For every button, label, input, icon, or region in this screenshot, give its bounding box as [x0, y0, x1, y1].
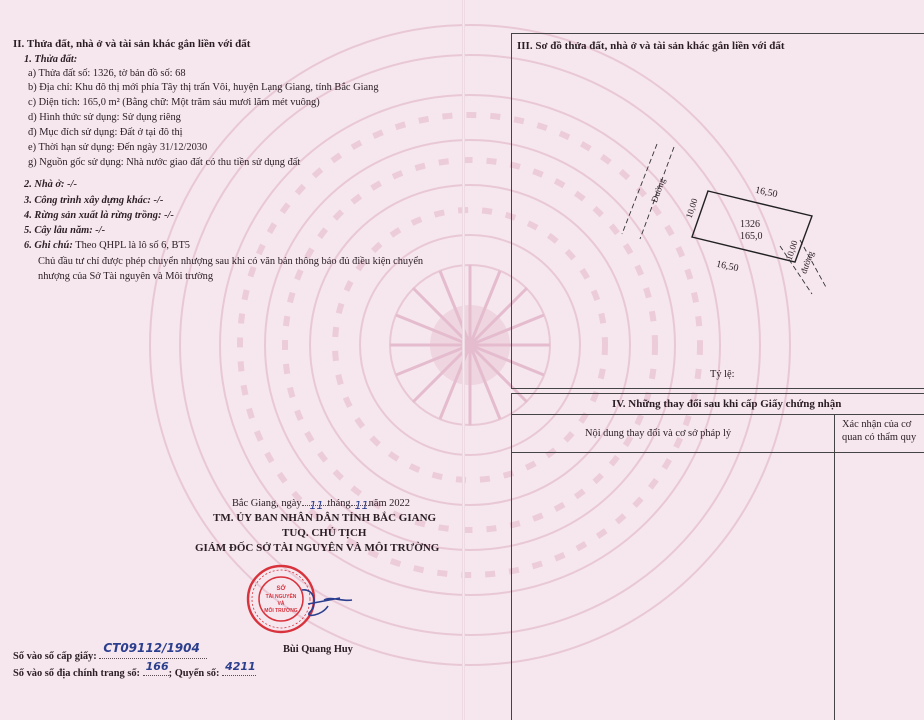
date-month: 11 [354, 499, 369, 512]
ledger-label: Số vào sổ địa chính trang số: [13, 668, 141, 679]
svg-text:VÀ: VÀ [277, 601, 285, 607]
cert-number-value: CT09112/1904 [103, 641, 200, 655]
land-heading: 1. Thửa đất: [24, 54, 78, 65]
land-item: a) Thửa đất số: 1326, tờ bản đồ số: 68 [28, 68, 186, 79]
authority-line-2: TUQ. CHỦ TỊCH [282, 527, 367, 539]
page-fold [462, 0, 465, 720]
plot-diagram-box [511, 33, 924, 389]
plot-area: 165,0 [740, 231, 763, 242]
dim-bottom: 16,50 [715, 258, 740, 275]
table-rule [512, 452, 924, 453]
signer-name: Bùi Quang Huy [283, 644, 353, 655]
issue-date [232, 497, 410, 510]
date-month-word: tháng [327, 498, 351, 509]
authority-line-3: GIÁM ĐỐC SỞ TÀI NGUYÊN VÀ MÔI TRƯỜNG [195, 542, 440, 554]
construction-line: 3. Công trình xây dựng khác: -/- [24, 195, 164, 206]
date-year: năm 2022 [368, 498, 410, 509]
svg-text:TÀI NGUYÊN: TÀI NGUYÊN [265, 594, 297, 600]
note-line [24, 239, 190, 252]
forest-line: 4. Rừng sản xuất là rừng trồng: -/- [24, 210, 174, 221]
authority-line-1: TM. ỦY BAN NHÂN DÂN TỈNH BẮC GIANG [213, 512, 437, 524]
ledger-book-label: ; Quyển số: [168, 668, 220, 679]
table-column-divider [834, 414, 835, 720]
cert-number-row [13, 641, 207, 663]
dim-left: 10,00 [683, 197, 700, 220]
official-stamp [244, 560, 354, 638]
land-item: đ) Mục đích sử dụng: Đất ở tại đô thị [28, 127, 183, 138]
column-header-confirm-1: Xác nhận của cơ [842, 419, 912, 430]
road-label-right: đường [798, 249, 816, 275]
section-4-title: IV. Những thay đổi sau khi cấp Giấy chứng nhận [612, 398, 842, 410]
land-item: c) Diện tích: 165,0 m² (Bằng chữ: Một trăm sáu mươi lăm mét vuông) [28, 97, 320, 108]
date-prefix: Bắc Giang, ngày [232, 498, 302, 509]
ledger-page: 166 [145, 660, 169, 673]
scale-label: Tỷ lệ: [710, 369, 735, 380]
note-detail: Chủ đầu tư chỉ được phép chuyển nhượng sau khi có văn bản thông báo đủ điều kiện chuyển [38, 256, 424, 267]
cert-number-label: Số vào sổ cấp giấy: [13, 651, 97, 662]
land-item: b) Địa chỉ: Khu đô thị mới phía Tây thị trấn Vôi, huyện Lạng Giang, tỉnh Bắc Giang [28, 82, 379, 93]
svg-text:MÔI TRƯỜNG: MÔI TRƯỜNG [264, 608, 298, 614]
note-detail: nhượng của Sở Tài nguyên và Môi trường [38, 271, 214, 282]
land-item: g) Nguồn gốc sử dụng: Nhà nước giao đất có thu tiền sử dụng đất [28, 157, 301, 168]
section-2-title: II. Thửa đất, nhà ở và tài sản khác gắn liền với đất [13, 38, 251, 50]
ledger-row [13, 660, 256, 680]
column-header-confirm-2: quan có thẩm quy [842, 432, 917, 443]
road-label-left: Đường [649, 176, 668, 204]
plot-diagram [512, 34, 924, 388]
svg-text:SỞ: SỞ [276, 586, 286, 592]
note-text: Theo QHPL là lô số 6, BT5 [75, 240, 190, 251]
ledger-book: 4211 [225, 660, 256, 673]
plot-number: 1326 [740, 219, 760, 230]
land-item: e) Thời hạn sử dụng: Đến ngày 31/12/2030 [28, 142, 208, 153]
table-rule [512, 414, 924, 415]
note-label: 6. Ghi chú: [24, 240, 73, 251]
dim-right: 10,00 [783, 239, 800, 262]
house-line: 2. Nhà ở: -/- [24, 179, 77, 190]
changes-table [511, 393, 924, 720]
column-header-content: Nội dung thay đổi và cơ sở pháp lý [585, 428, 732, 439]
land-item: d) Hình thức sử dụng: Sử dụng riêng [28, 112, 181, 123]
section-3-title: III. Sơ đồ thửa đất, nhà ở và tài sản khác gắn liền với đất [517, 40, 785, 52]
perennial-line: 5. Cây lâu năm: -/- [24, 225, 106, 236]
dim-top: 16,50 [754, 184, 779, 201]
date-day: 11 [309, 499, 324, 512]
